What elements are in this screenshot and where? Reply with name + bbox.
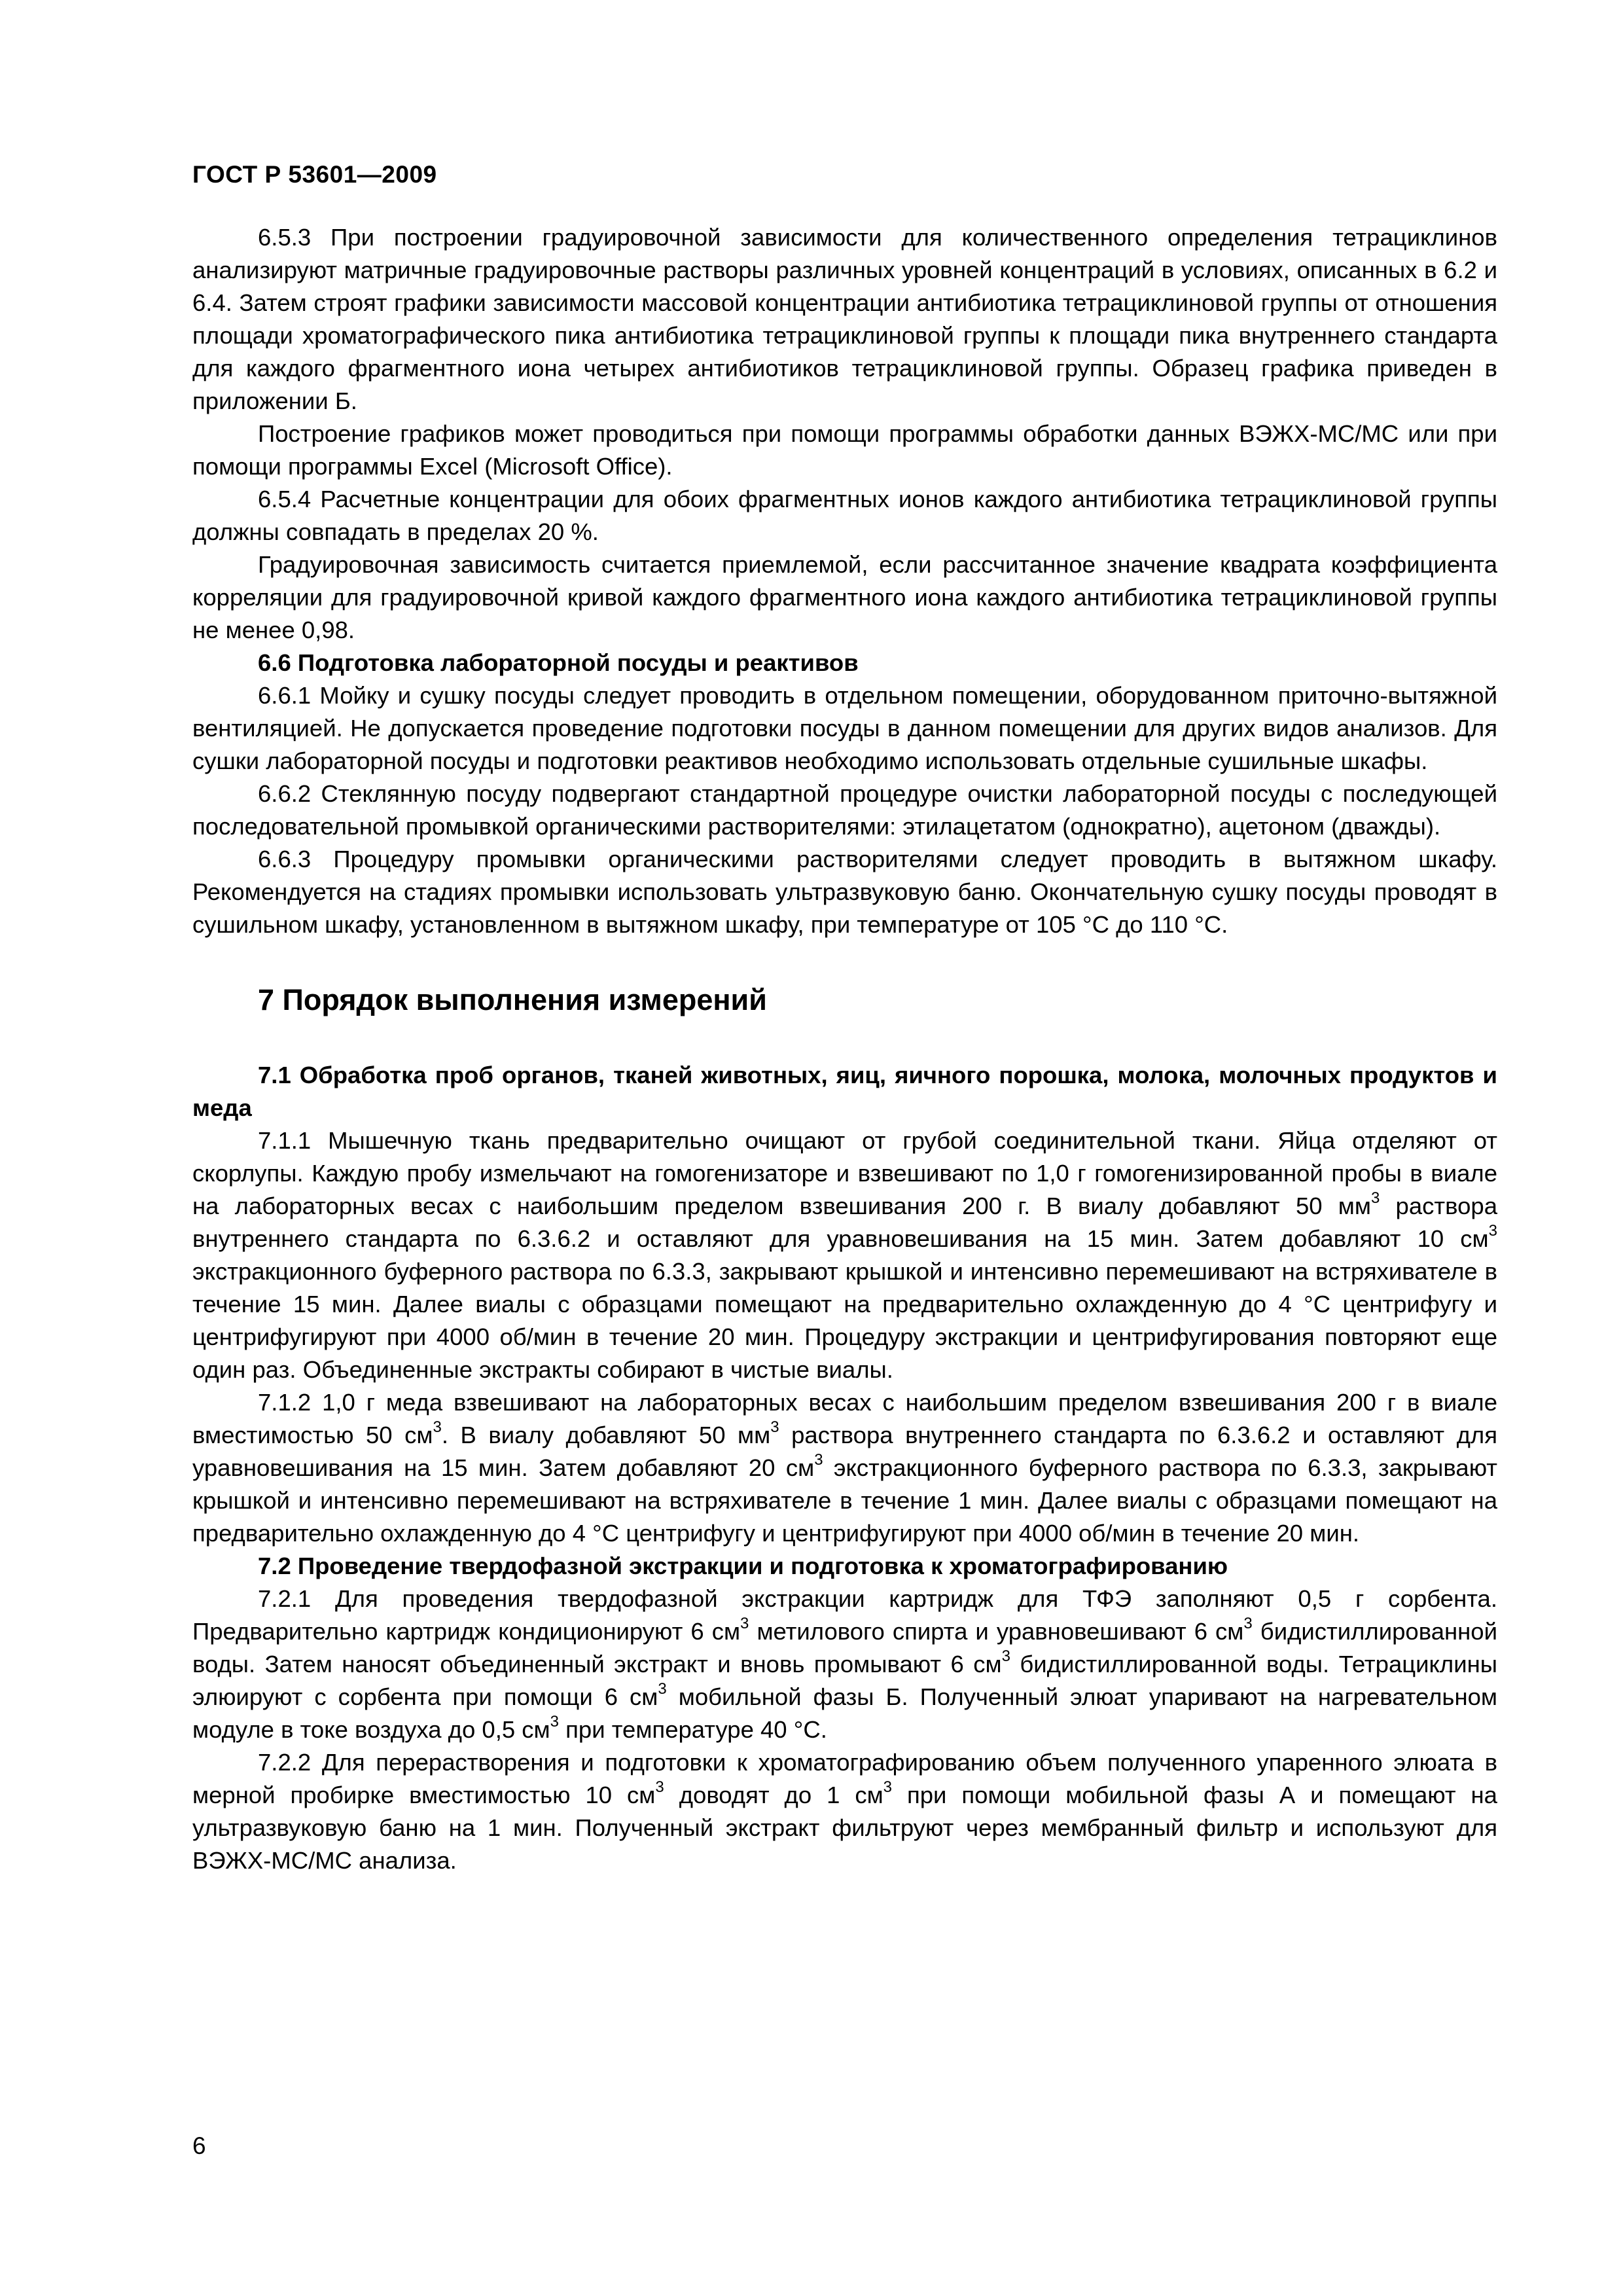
- para-6-6-2: 6.6.2 Стеклянную посуду подвергают стандартной процедуре очистки лабораторной посуды с последующей последовательной промывкой органическими растворителями: этилацетатом (однократно), ацетоном (дважды).: [192, 780, 1497, 840]
- superscript: 3: [770, 1418, 779, 1436]
- superscript: 3: [1370, 1189, 1380, 1207]
- superscript: 3: [740, 1614, 749, 1632]
- para-7-1-2: 7.1.2 1,0 г меда взвешивают на лабораторных весах с наибольшим пределом взвешивания 200 г в виале вместимостью 50 $см^3$. В виалу добавляют 50 $мм^3$ раствора внутреннего стандарта по 6.3.6.2 и оставляют для уравновешивания на 15 мин. Затем добавляют 20 $см^3$ экстракционного буферного раствора по 6.3.3, закрывают крышкой и интенсивно перемешивают на встряхивателе в течение 1 мин. Далее виалы с образцами помещают на предварительно охлажденную до 4 °С центрифугу и центрифугируют при 4000 об/мин в течение 20 мин.: [192, 1389, 1497, 1547]
- para-6-5-3: 6.5.3 При построении градуировочной зависимости для количественного определения тетрациклинов анализируют матричные градуировочные растворы различных уровней концентраций в условиях, описанных в 6.2 и 6.4. Затем строят графики зависимости массовой концентрации антибиотика тетрациклиновой группы от отношения площади хроматографического пика антибиотика тетрациклиновой группы к площади пика внутреннего стандарта для каждого фрагментного иона четырех антибиотиков тетрациклиновой группы. Образец графика приведен в приложении Б.: [192, 224, 1497, 414]
- para-7-1-1: 7.1.1 Мышечную ткань предварительно очищают от грубой соединительной ткани. Яйца отделяют от скорлупы. Каждую пробу измельчают на гомогенизаторе и взвешивают по 1,0 г гомогенизированной пробы в виале на лабораторных весах с наибольшим пределом взвешивания 200 г. В виалу добавляют 50 $мм^3$ раствора внутреннего стандарта по 6.3.6.2 и оставляют для уравновешивания на 15 мин. Затем добавляют 10 $см^3$ экстракционного буферного раствора по 6.3.3, закрывают крышкой и интенсивно перемешивают на встряхивателе в течение 15 мин. Далее виалы с образцами помещают на предварительно охлажденную до 4 °С центрифугу и центрифугируют при 4000 об/мин в течение 20 мин. Процедуру экстракции и центрифугирования повторяют еще один раз. Объединенные экстракты собирают в чистые виалы.: [192, 1127, 1497, 1383]
- subheading-6-6: 6.6 Подготовка лабораторной посуды и реактивов: [258, 649, 859, 676]
- superscript: 3: [655, 1778, 664, 1796]
- para-7-2-2: 7.2.2 Для перерастворения и подготовки к хроматографированию объем полученного упаренного элюата в мерной пробирке вместимостью 10 $см^3$ доводят до 1 $см^3$ при помощи мобильной фазы А и помещают на ультразвуковую баню на 1 мин. Полученный экстракт фильтруют через мембранный фильтр и используют для ВЭЖХ-МС/МС анализа.: [192, 1749, 1497, 1874]
- superscript: 3: [550, 1712, 559, 1731]
- para-7-2-1: 7.2.1 Для проведения твердофазной экстракции картридж для ТФЭ заполняют 0,5 г сорбента. Предварительно картридж кондиционируют 6 $см^3$ метилового спирта и уравновешивают 6 $см^3$ бидистиллированной воды. Затем наносят объединенный экстракт и вновь промывают 6 $см^3$ бидистиллированной воды. Тетрациклины элюируют с сорбента при помощи 6 $см^3$ мобильной фазы Б. Полученный элюат упаривают на нагревательном модуле в токе воздуха до 0,5 $см^3$ при температуре 40 °С.: [192, 1585, 1498, 1743]
- subheading-7-2: 7.2 Проведение твердофазной экстракции и подготовка к хроматографированию: [258, 1552, 1228, 1579]
- section-heading-7: 7 Порядок выполнения измерений: [258, 983, 767, 1016]
- superscript: 3: [658, 1679, 667, 1698]
- superscript: 3: [1001, 1647, 1010, 1665]
- para-6-6-1: 6.6.1 Мойку и сушку посуды следует проводить в отдельном помещении, оборудованном приточно-вытяжной вентиляцией. Не допускается проведение подготовки посуды в данном помещении для других видов анализов. Для сушки лабораторной посуды и подготовки реактивов необходимо использовать отдельные сушильные шкафы.: [192, 682, 1497, 774]
- para-correlation: Градуировочная зависимость считается приемлемой, если рассчитанное значение квадрата коэффициента корреляции для градуировочной кривой каждого фрагментного иона каждого антибиотика тетрациклиновой группы не менее 0,98.: [192, 551, 1497, 643]
- para-6-5-4: 6.5.4 Расчетные концентрации для обоих фрагментных ионов каждого антибиотика тетрациклиновой группы должны совпадать в пределах 20 %.: [192, 486, 1497, 545]
- superscript: 3: [1243, 1614, 1253, 1632]
- superscript: 3: [433, 1418, 442, 1436]
- para-graphs: Построение графиков может проводиться при помощи программы обработки данных ВЭЖХ-МС/МС или при помощи программы Excel (Microsoft Office).: [192, 420, 1497, 480]
- superscript: 3: [1488, 1221, 1497, 1240]
- superscript: 3: [883, 1778, 893, 1796]
- subheading-7-1: 7.1 Обработка проб органов, тканей животных, яиц, яичного порошка, молока, молочных продуктов и меда: [192, 1062, 1497, 1121]
- page-number: 6: [192, 2132, 206, 2159]
- superscript: 3: [814, 1450, 823, 1469]
- document-body: [192, 221, 1497, 1877]
- standard-header: ГОСТ Р 53601—2009: [192, 161, 437, 188]
- para-6-6-3: 6.6.3 Процедуру промывки органическими растворителями следует проводить в вытяжном шкафу. Рекомендуется на стадиях промывки использовать ультразвуковую баню. Окончательную сушку посуды проводят в сушильном шкафу, установленном в вытяжном шкафу, при температуре от 105 °С до 110 °С.: [192, 846, 1497, 938]
